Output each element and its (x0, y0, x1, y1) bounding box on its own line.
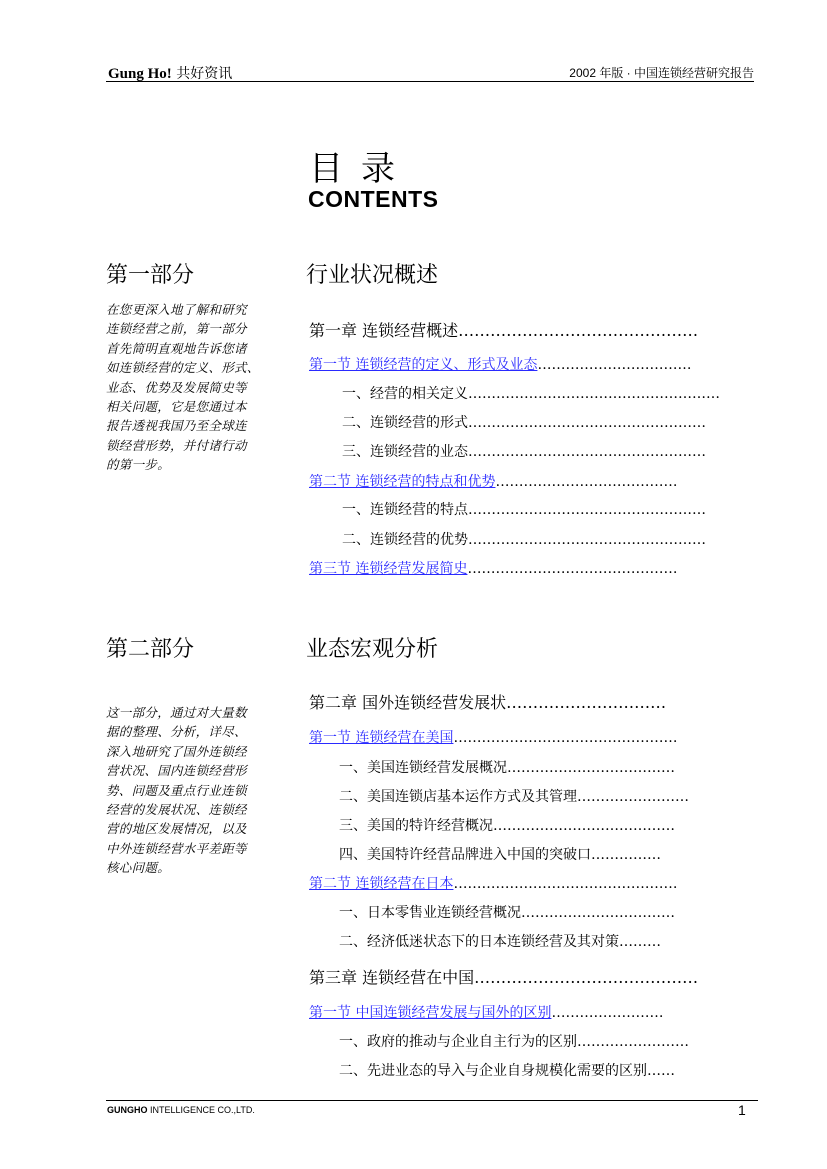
toc-leader: ………………………………… (495, 474, 678, 490)
desc-line: 如连锁经营的定义、形式、 (106, 360, 260, 376)
toc-leader: …………………… (551, 1005, 664, 1021)
brand-cn: 共好资讯 (176, 66, 233, 82)
toc-text: 第一章 连锁经营概述 (309, 321, 459, 340)
toc-item[interactable] (339, 902, 723, 922)
toc-item[interactable] (339, 1031, 737, 1051)
toc-text: 一、日本零售业连锁经营概况 (339, 905, 521, 921)
toc-leader: …………………………………………… (468, 444, 706, 460)
toc-section-3-1[interactable] (309, 1002, 715, 1022)
desc-line: 的第一步。 (106, 457, 171, 473)
toc-leader: ………………………………… (493, 818, 675, 834)
toc-text: 一、经营的相关定义 (342, 386, 468, 402)
page-title-en: CONTENTS (308, 186, 439, 212)
desc-line: 经营的发展状况、连锁经 (106, 802, 247, 818)
desc-line: 势、问题及重点行业连锁 (106, 782, 247, 798)
desc-line: 中外连锁经营水平差距等 (106, 840, 247, 856)
part2-title: 业态宏观分析 (306, 637, 439, 662)
toc-chapter-1[interactable] (309, 318, 751, 341)
toc-link[interactable]: 第一节 连锁经营在美国 (309, 730, 454, 746)
footer-company (107, 1105, 255, 1115)
toc-leader: …………………………………………… (468, 532, 706, 548)
toc-item[interactable] (342, 412, 740, 432)
toc-link[interactable]: 第一节 连锁经营的定义、形式及业态 (309, 357, 538, 373)
toc-text: 一、美国连锁经营发展概况 (339, 760, 507, 776)
desc-line: 连锁经营之前，第一部分 (106, 321, 247, 337)
toc-leader: ………………………………………… (453, 876, 678, 892)
toc-item[interactable] (339, 757, 721, 777)
toc-text: 二、连锁经营的优势 (342, 532, 468, 548)
toc-leader: ……………………………… (507, 760, 675, 776)
toc-leader: ……………………………………… (458, 321, 699, 340)
header-divider (106, 81, 754, 82)
toc-text: 一、政府的推动与企业自主行为的区别 (339, 1034, 577, 1050)
desc-line: 锁经营形势，并付诸行动 (106, 437, 247, 453)
toc-section-2-1[interactable] (309, 727, 717, 747)
toc-leader: …………………………… (521, 905, 675, 921)
toc-leader: ……………………………………… (467, 561, 678, 577)
report-title: 2002 年版 · 中国连锁经营研究报告 (569, 66, 754, 80)
toc-text: 一、连锁经营的特点 (342, 502, 468, 518)
toc-leader: ……………………………………………… (468, 386, 720, 402)
toc-leader: ……… (619, 934, 661, 950)
desc-line: 首先简明直观地告诉您诸 (106, 340, 247, 356)
toc-item[interactable] (342, 441, 740, 461)
part2-label: 第二部分 (106, 637, 195, 662)
toc-leader: …………………………………………… (468, 415, 706, 431)
toc-leader: ………………………………………… (453, 730, 678, 746)
toc-text: 二、先进业态的导入与企业自身规模化需要的区别 (339, 1063, 647, 1079)
toc-section-1-2[interactable] (309, 471, 733, 491)
desc-line: 营的地区发展情况，以及 (106, 821, 247, 837)
toc-item[interactable] (339, 931, 723, 951)
brand-name: Gung Ho! (108, 66, 172, 82)
toc-leader: …………………………………………… (468, 502, 706, 518)
toc-leader: …… (647, 1063, 675, 1079)
desc-line: 营状况、国内连锁经营形 (106, 763, 247, 779)
part1-title: 行业状况概述 (306, 263, 439, 288)
page-title-zh: 目录 (309, 149, 413, 189)
toc-item[interactable] (339, 1060, 739, 1080)
toc-leader: …………………………… (537, 357, 692, 373)
toc-text: 三、连锁经营的业态 (342, 444, 468, 460)
toc-text: 二、经济低迷状态下的日本连锁经营及其对策 (339, 934, 619, 950)
page-number: 1 (738, 1102, 746, 1118)
toc-leader: …………… (591, 847, 661, 863)
footer-company-bold: GUNGHO (107, 1105, 148, 1115)
toc-item[interactable] (342, 383, 740, 403)
footer-divider (106, 1100, 758, 1101)
toc-item[interactable] (339, 786, 739, 806)
header-brand (108, 63, 232, 83)
part1-label: 第一部分 (106, 263, 195, 288)
footer-company-rest: INTELLIGENCE CO.,LTD. (147, 1105, 255, 1115)
desc-line: 核心问题。 (106, 860, 171, 876)
toc-item[interactable] (342, 499, 740, 519)
toc-link[interactable]: 第三节 连锁经营发展简史 (309, 561, 468, 577)
desc-line: 在您更深入地了解和研究 (106, 302, 247, 317)
part2-description (106, 703, 276, 878)
toc-leader: …………………… (577, 789, 689, 805)
toc-section-1-1[interactable] (309, 354, 751, 374)
toc-item[interactable] (342, 529, 740, 549)
desc-line: 报告透视我国乃至全球连 (106, 418, 247, 434)
desc-line: 业态、优势及发展简史等 (106, 379, 247, 395)
toc-leader: …………………………………… (474, 968, 699, 987)
toc-link[interactable]: 第一节 中国连锁经营发展与国外的区别 (309, 1005, 552, 1021)
desc-line: 相关问题，它是您通过本 (106, 399, 247, 415)
toc-text: 第二章 国外连锁经营发展状 (309, 693, 507, 712)
toc-leader: ………………………… (506, 693, 667, 712)
toc-section-2-2[interactable] (309, 873, 717, 893)
toc-text: 四、美国特许经营品牌进入中国的突破口 (339, 847, 591, 863)
desc-line: 深入地研究了国外连锁经 (106, 743, 247, 759)
toc-chapter-3[interactable] (309, 965, 727, 988)
toc-item[interactable] (339, 844, 721, 864)
toc-leader: …………………… (577, 1034, 689, 1050)
toc-text: 二、连锁经营的形式 (342, 415, 468, 431)
toc-chapter-2[interactable] (309, 690, 725, 713)
toc-link[interactable]: 第二节 连锁经营的特点和优势 (309, 474, 496, 490)
toc-text: 二、美国连锁店基本运作方式及其管理 (339, 789, 577, 805)
toc-item[interactable] (339, 815, 721, 835)
toc-section-1-3[interactable] (309, 558, 733, 578)
toc-text: 第三章 连锁经营在中国 (309, 968, 475, 987)
desc-line: 这一部分，通过对大量数 (106, 705, 247, 720)
toc-text: 三、美国的特许经营概况 (339, 818, 493, 834)
toc-link[interactable]: 第二节 连锁经营在日本 (309, 876, 454, 892)
desc-line: 据的整理、分析，详尽、 (106, 724, 247, 740)
part1-description (106, 300, 276, 475)
